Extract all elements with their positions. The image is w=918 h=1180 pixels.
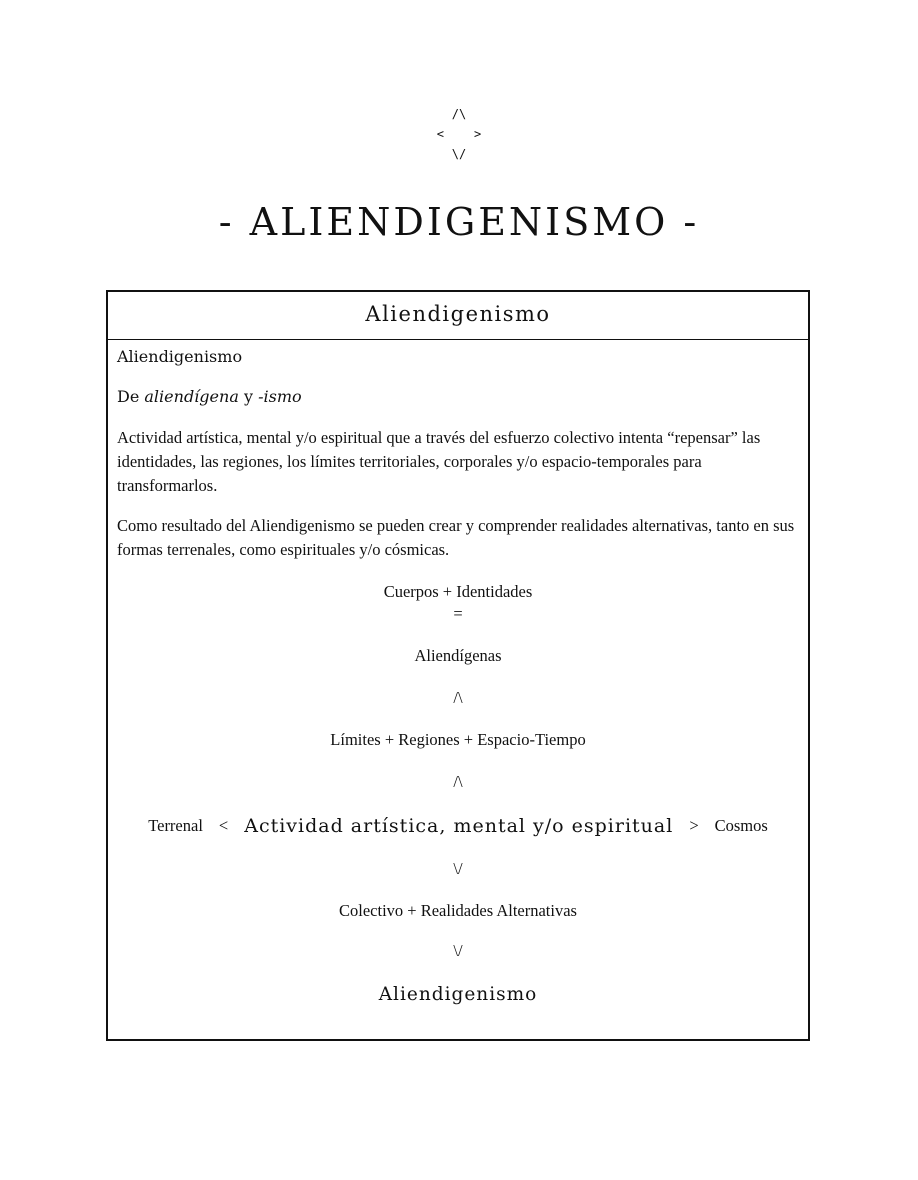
diagram-right-arrow: >	[689, 816, 699, 835]
ornament-bottom: \/	[451, 147, 467, 161]
term-heading: Aliendigenismo	[117, 347, 243, 366]
definition-paragraph-1: Actividad artística, mental y/o espiritual que a través del esfuerzo colectivo intenta “repensar” las identidades, las regiones, los límites territoriales, corporales y/o espacio-temporales para transformarlos.	[117, 428, 761, 495]
etymology-word2: -ismo	[258, 387, 302, 406]
ornament-left: <	[436, 127, 444, 141]
diagram-center-phrase: Actividad artística, mental y/o espiritual	[244, 815, 674, 837]
etymology-joiner: y	[238, 387, 259, 406]
etymology-prefix: De	[117, 387, 145, 406]
diagram-line-bodies: Cuerpos + Identidades	[383, 582, 533, 601]
ornament-top: /\	[451, 107, 467, 121]
diagram-up-arrow-2: /\	[453, 772, 463, 791]
definition-paragraph-2: Como resultado del Aliendigenismo se pueden crear y comprender realidades alternativas, tanto en sus formas terrenales, como espirituales y/o cósmicas.	[117, 516, 795, 559]
diagram-left-arrow: <	[218, 816, 229, 835]
diagram-down-arrow-2: \/	[453, 941, 463, 960]
diagram-final-term: Aliendigenismo	[378, 984, 538, 1005]
diagram-up-arrow-1: /\	[453, 688, 463, 707]
box-header: Aliendigenismo	[108, 292, 808, 340]
ornament-middle	[0, 124, 918, 144]
diagram-right-word: Cosmos	[714, 816, 768, 835]
diagram-line-limits: Límites + Regiones + Espacio-Tiempo	[330, 730, 586, 749]
etymology-word1: aliendígena	[144, 387, 239, 406]
diagram-center-row	[117, 813, 799, 839]
definition-box	[106, 290, 810, 1041]
etymology	[117, 386, 799, 408]
diagram-equals: =	[453, 604, 463, 623]
diagram-line-collective: Colectivo + Realidades Alternativas	[339, 901, 577, 920]
box-body	[108, 340, 808, 1008]
ornament-right: >	[474, 127, 482, 141]
concept-diagram	[117, 581, 799, 1008]
diagram-left-word: Terrenal	[148, 816, 203, 835]
page-title: - ALIENDIGENISMO -	[218, 200, 700, 244]
diagram-down-arrow-1: \/	[453, 859, 463, 878]
ornament-diamond	[0, 104, 918, 164]
diagram-line-aliendigenas: Aliendígenas	[414, 646, 502, 665]
